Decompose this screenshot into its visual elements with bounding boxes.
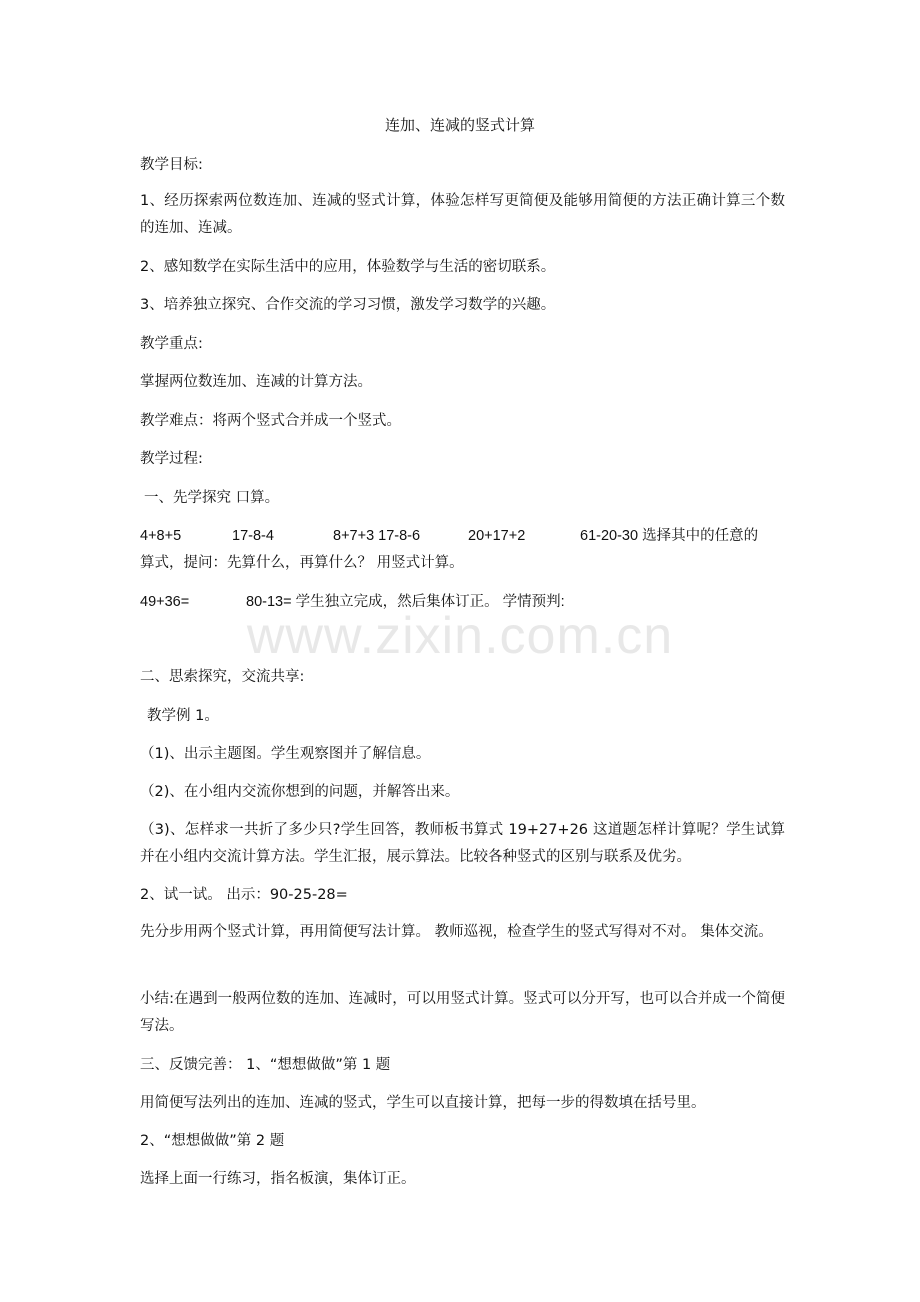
- oral-calc-row: [140, 525, 785, 547]
- summary-text: 小结:在遇到一般两位数的连加、连减时，可以用竖式计算。竖式可以分开写，也可以合并成一个简便写法。: [140, 991, 785, 1034]
- key-points-text: 掌握两位数连加、连减的计算方法。: [140, 374, 372, 390]
- step-1: （1)、出示主题图。学生观察图并了解信息。: [140, 746, 431, 762]
- step-3: （3)、怎样求一共折了多少只?学生回答，教师板书算式 19+27+26 这道题怎样计算呢？学生试算并在小组内交流计算方法。学生汇报，展示算法。比较各种竖式的区别与联系及优劣。: [140, 822, 785, 865]
- difficulty-text: 教学难点：将两个竖式合并成一个竖式。: [140, 413, 401, 429]
- goal-2: 2、感知数学在实际生活中的应用，体验数学与生活的密切联系。: [140, 259, 556, 275]
- calc-item: 80-13= 学生独立完成，然后集体订正。 学情预判:: [246, 594, 565, 610]
- section-2-heading: 二、思索探究，交流共享:: [140, 669, 305, 685]
- calc-item: 17-8-4: [232, 528, 274, 544]
- calc-item: 61-20-30 选择其中的任意的: [580, 528, 759, 544]
- try-text: 先分步用两个竖式计算，再用简便写法计算。 教师巡视，检查学生的竖式写得对不对。 集体交流。: [140, 924, 773, 940]
- goal-1: 1、经历探索两位数连加、连减的竖式计算，体验怎样写更简便及能够用简便的方法正确计算三个数的连加、连减。: [140, 193, 785, 236]
- calc-item: 8+7+3 17-8-6: [333, 528, 421, 544]
- key-points-heading: 教学重点:: [140, 336, 203, 352]
- example-label: 教学例 1。: [147, 708, 219, 724]
- calc-item: 4+8+5: [140, 528, 182, 544]
- section-3-heading: 三、反馈完善： 1、“想想做做”第 1 题: [140, 1057, 391, 1073]
- section-3-item-2: 2、“想想做做”第 2 题: [140, 1133, 285, 1149]
- watermark: www.zixin.com.cn: [246, 607, 674, 665]
- section-1-heading: 一、先学探究 口算。: [144, 490, 280, 506]
- process-heading: 教学过程:: [140, 451, 203, 467]
- section-3-item-2-text: 选择上面一行练习，指名板演，集体订正。: [140, 1171, 416, 1187]
- calc-item: 20+17+2: [468, 528, 526, 544]
- calc-item: 49+36=: [140, 594, 190, 610]
- step-2: （2)、在小组内交流你想到的问题，并解答出来。: [140, 784, 460, 800]
- calc-question: 算式，提问：先算什么，再算什么？ 用竖式计算。: [140, 555, 464, 571]
- goal-3: 3、培养独立探究、合作交流的学习习惯，激发学习数学的兴趣。: [140, 297, 556, 313]
- try-heading: 2、试一试。 出示：90-25-28=: [140, 887, 348, 903]
- section-3-text: 用简便写法列出的连加、连减的竖式，学生可以直接计算，把每一步的得数填在括号里。: [140, 1095, 706, 1111]
- document-title: 连加、连减的竖式计算: [384, 116, 535, 134]
- goals-heading: 教学目标:: [140, 157, 203, 173]
